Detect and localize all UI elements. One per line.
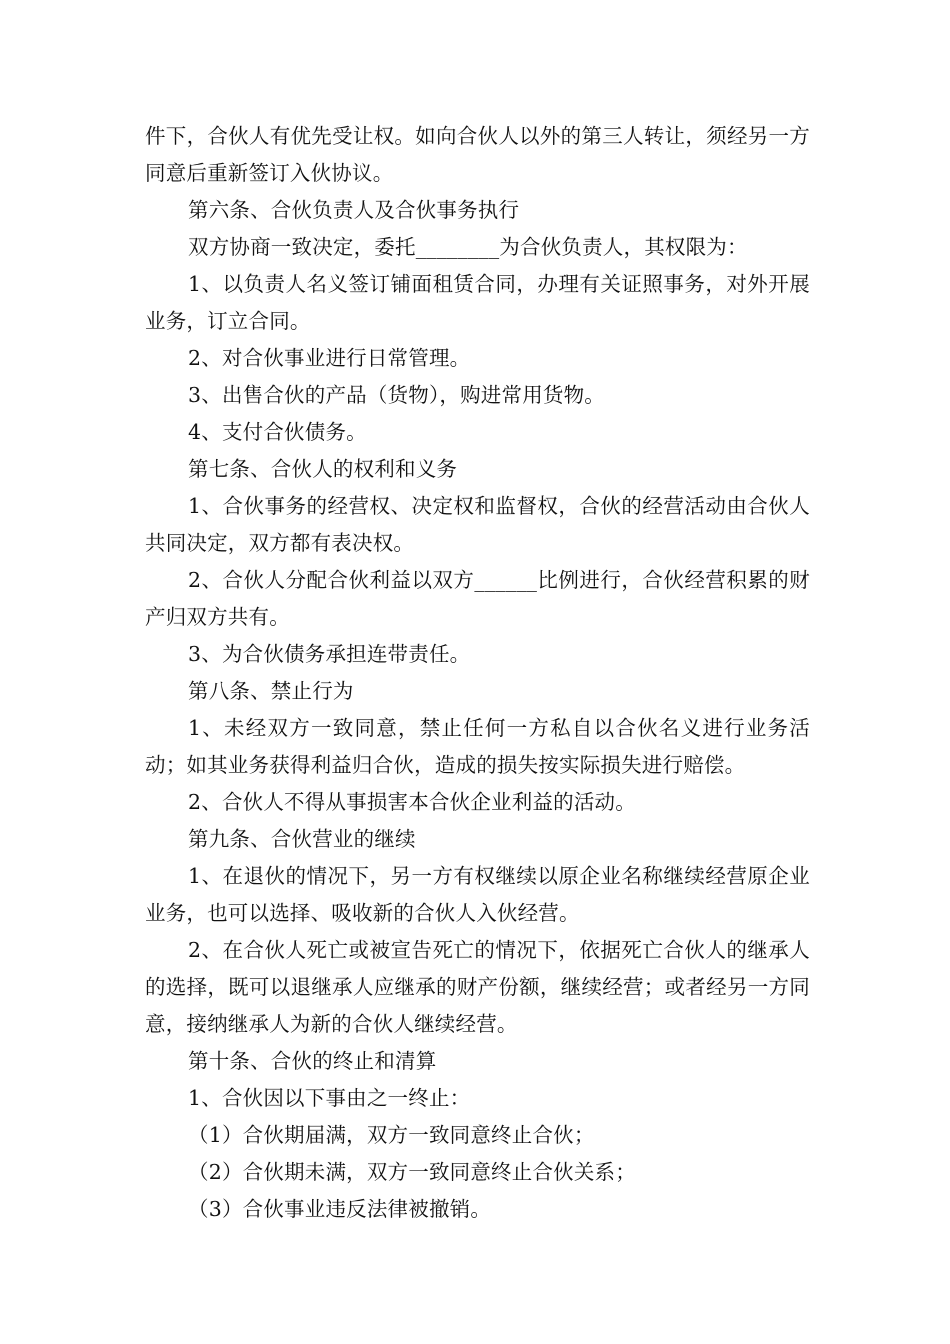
article-8-item-2: 2、合伙人不得从事损害本合伙企业利益的活动。 (188, 790, 636, 814)
article-7-item-1: 1、合伙事务的经营权、决定权和监督权，合伙的经营活动由合伙人共同决定，双方都有表决权。 (145, 494, 810, 555)
article-10-sub-item-3: （3）合伙事业违反法律被撤销。 (188, 1197, 492, 1221)
article-6-item-2: 2、对合伙事业进行日常管理。 (188, 346, 471, 370)
article-6-item-1: 1、以负责人名义签订铺面租赁合同，办理有关证照事务，对外开展业务，订立合同。 (145, 272, 810, 333)
article-10-sub-item-2: （2）合伙期未满，双方一致同意终止合伙关系； (188, 1160, 636, 1184)
article-6-item-3: 3、出售合伙的产品（货物），购进常用货物。 (188, 383, 605, 407)
article-10-sub-item-1: （1）合伙期届满，双方一致同意终止合伙； (188, 1123, 595, 1147)
article-9-item-1: 1、在退伙的情况下，另一方有权继续以原企业名称继续经营原企业业务，也可以选择、吸收新的合伙人入伙经营。 (145, 864, 810, 925)
article-9-item-2: 2、在合伙人死亡或被宣告死亡的情况下，依据死亡合伙人的继承人的选择，既可以退继承人应继承的财产份额，继续经营；或者经另一方同意，接纳继承人为新的合伙人继续经营。 (145, 938, 810, 1036)
document-body (145, 118, 810, 1228)
article-6-item-4: 4、支付合伙债务。 (188, 420, 367, 444)
article-10-heading: 第十条、合伙的终止和清算 (188, 1049, 437, 1073)
article-7-heading: 第七条、合伙人的权利和义务 (188, 457, 458, 481)
article-10-item-1: 1、合伙因以下事由之一终止： (188, 1086, 471, 1110)
article-7-item-3: 3、为合伙债务承担连带责任。 (188, 642, 471, 666)
article-6-intro: 双方协商一致决定，委托________为合伙负责人，其权限为： (188, 235, 748, 259)
article-8-item-1: 1、未经双方一致同意，禁止任何一方私自以合伙名义进行业务活动；如其业务获得利益归合伙，造成的损失按实际损失进行赔偿。 (145, 716, 810, 777)
article-8-heading: 第八条、禁止行为 (188, 679, 354, 703)
article-7-item-2: 2、合伙人分配合伙利益以双方______比例进行，合伙经营积累的财产归双方共有。 (145, 568, 810, 629)
article-6-heading: 第六条、合伙负责人及合伙事务执行 (188, 198, 520, 222)
paragraph-continuation: 件下，合伙人有优先受让权。如向合伙人以外的第三人转让，须经另一方同意后重新签订入伙协议。 (145, 124, 810, 185)
article-9-heading: 第九条、合伙营业的继续 (188, 827, 416, 851)
